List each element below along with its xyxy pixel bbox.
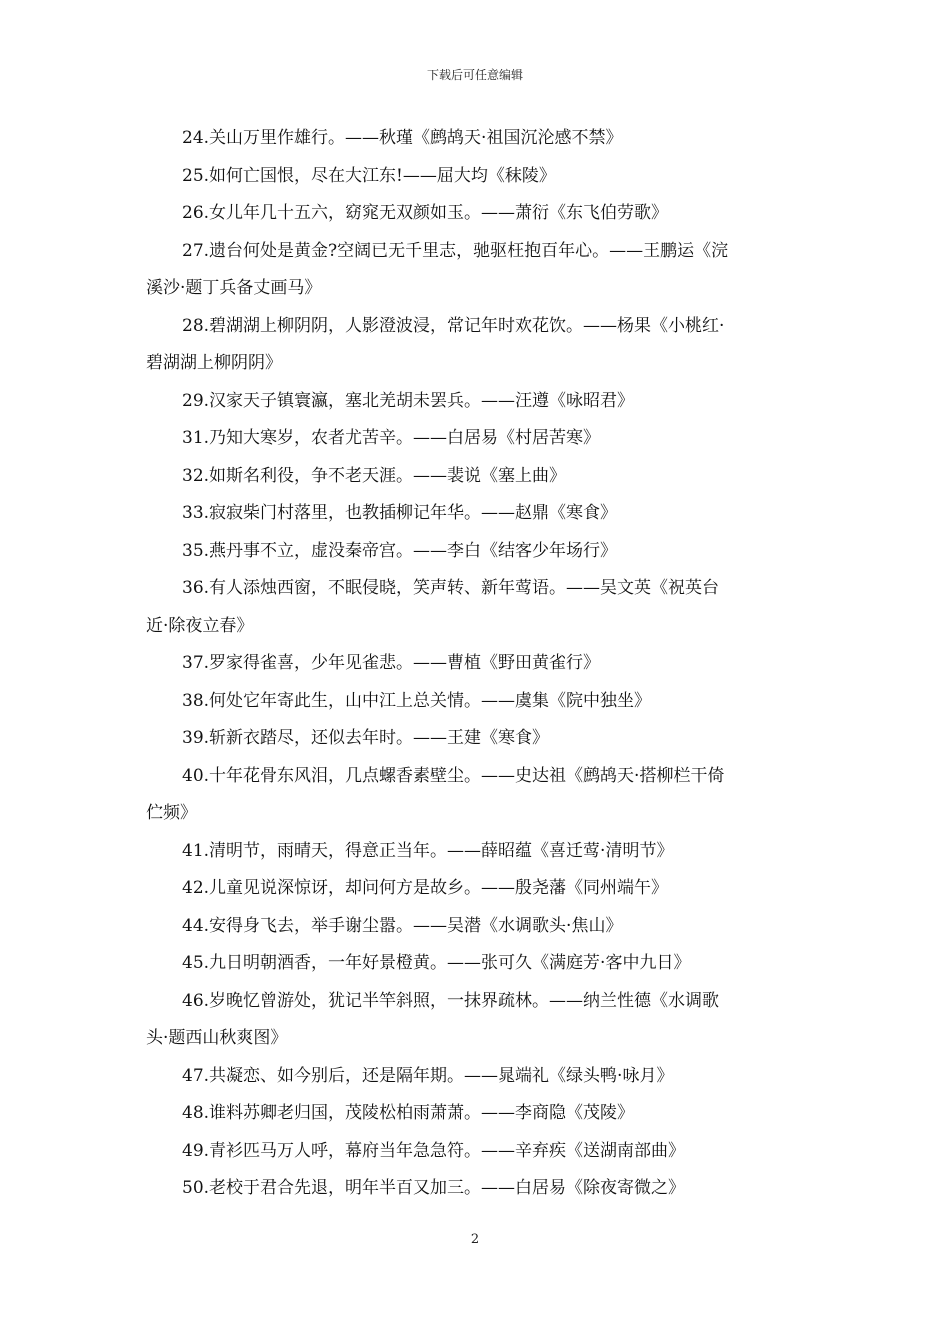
text-line: 头·题西山秋爽图》 — [146, 1028, 288, 1048]
text-line: 伫频》 — [146, 803, 197, 823]
text-line: 45.九日明朝酒香，一年好景橙黄。——张可久《满庭芳·客中九日》 — [182, 953, 691, 973]
text-line: 碧湖湖上柳阴阴》 — [146, 353, 282, 373]
text-line: 33.寂寂柴门村落里，也教插柳记年华。——赵鼎《寒食》 — [182, 503, 618, 523]
text-line: 31.乃知大寒岁，农者尤苦辛。——白居易《村居苦寒》 — [182, 428, 601, 448]
text-line: 40.十年花骨东风泪，几点螺香素壁尘。——史达祖《鹧鸪天·搭柳栏干倚 — [182, 765, 725, 786]
document-body — [146, 120, 806, 1208]
text-line: 32.如斯名利役，争不老天涯。——裴说《塞上曲》 — [182, 465, 567, 486]
text-line: 47.共凝恋、如今别后，还是隔年期。——晁端礼《绿头鸭·咏月》 — [182, 1065, 674, 1086]
page-header: 下载后可任意编辑 — [426, 68, 523, 82]
text-line: 35.燕丹事不立，虚没秦帝宫。——李白《结客少年场行》 — [182, 540, 618, 561]
text-line: 50.老校于君合先退，明年半百又加三。——白居易《除夜寄微之》 — [182, 1178, 686, 1198]
text-line: 溪沙·题丁兵备丈画马》 — [146, 278, 322, 298]
text-line: 49.青衫匹马万人呼，幕府当年急急符。——辛弃疾《送湖南部曲》 — [182, 1140, 686, 1161]
text-line: 42.儿童见说深惊讶，却问何方是故乡。——殷尧藩《同州端午》 — [182, 878, 669, 898]
text-line: 37.罗家得雀喜，少年见雀悲。——曹植《野田黄雀行》 — [182, 653, 601, 673]
text-line: 46.岁晚忆曾游处，犹记半竿斜照，一抹界疏林。——纳兰性德《水调歌 — [182, 990, 720, 1011]
text-line: 41.清明节，雨晴天，得意正当年。——薛昭蕴《喜迁莺·清明节》 — [182, 840, 674, 861]
text-line: 39.斩新衣踏尽，还似去年时。——王建《寒食》 — [182, 728, 550, 748]
text-line: 38.何处它年寄此生，山中江上总关情。——虞集《院中独坐》 — [182, 690, 652, 711]
text-line: 44.安得身飞去，举手谢尘嚣。——吴潜《水调歌头·焦山》 — [182, 915, 623, 936]
text-line: 近·除夜立春》 — [146, 615, 254, 636]
text-line: 29.汉家天子镇寰瀛，塞北羌胡未罢兵。——汪遵《咏昭君》 — [182, 390, 635, 411]
text-line: 28.碧湖湖上柳阴阴，人影澄波浸，常记年时欢花饮。——杨果《小桃红· — [182, 315, 725, 336]
page-number: 2 — [470, 1232, 480, 1247]
text-line: 27.遗台何处是黄金?空阔已无千里志，驰驱枉抱百年心。——王鹏运《浣 — [182, 240, 729, 261]
text-line: 26.女儿年几十五六，窈窕无双颜如玉。——萧衍《东飞伯劳歌》 — [182, 203, 669, 223]
text-line: 25.如何亡国恨，尽在大江东!——屈大均《秣陵》 — [182, 165, 556, 186]
text-line: 24.关山万里作雄行。——秋瑾《鹧鸪天·祖国沉沦感不禁》 — [182, 128, 623, 148]
text-line: 36.有人添烛西窗，不眠侵晓，笑声转、新年莺语。——吴文英《祝英台 — [182, 578, 720, 598]
text-line: 48.谁料苏卿老归国，茂陵松柏雨萧萧。——李商隐《茂陵》 — [182, 1103, 635, 1123]
